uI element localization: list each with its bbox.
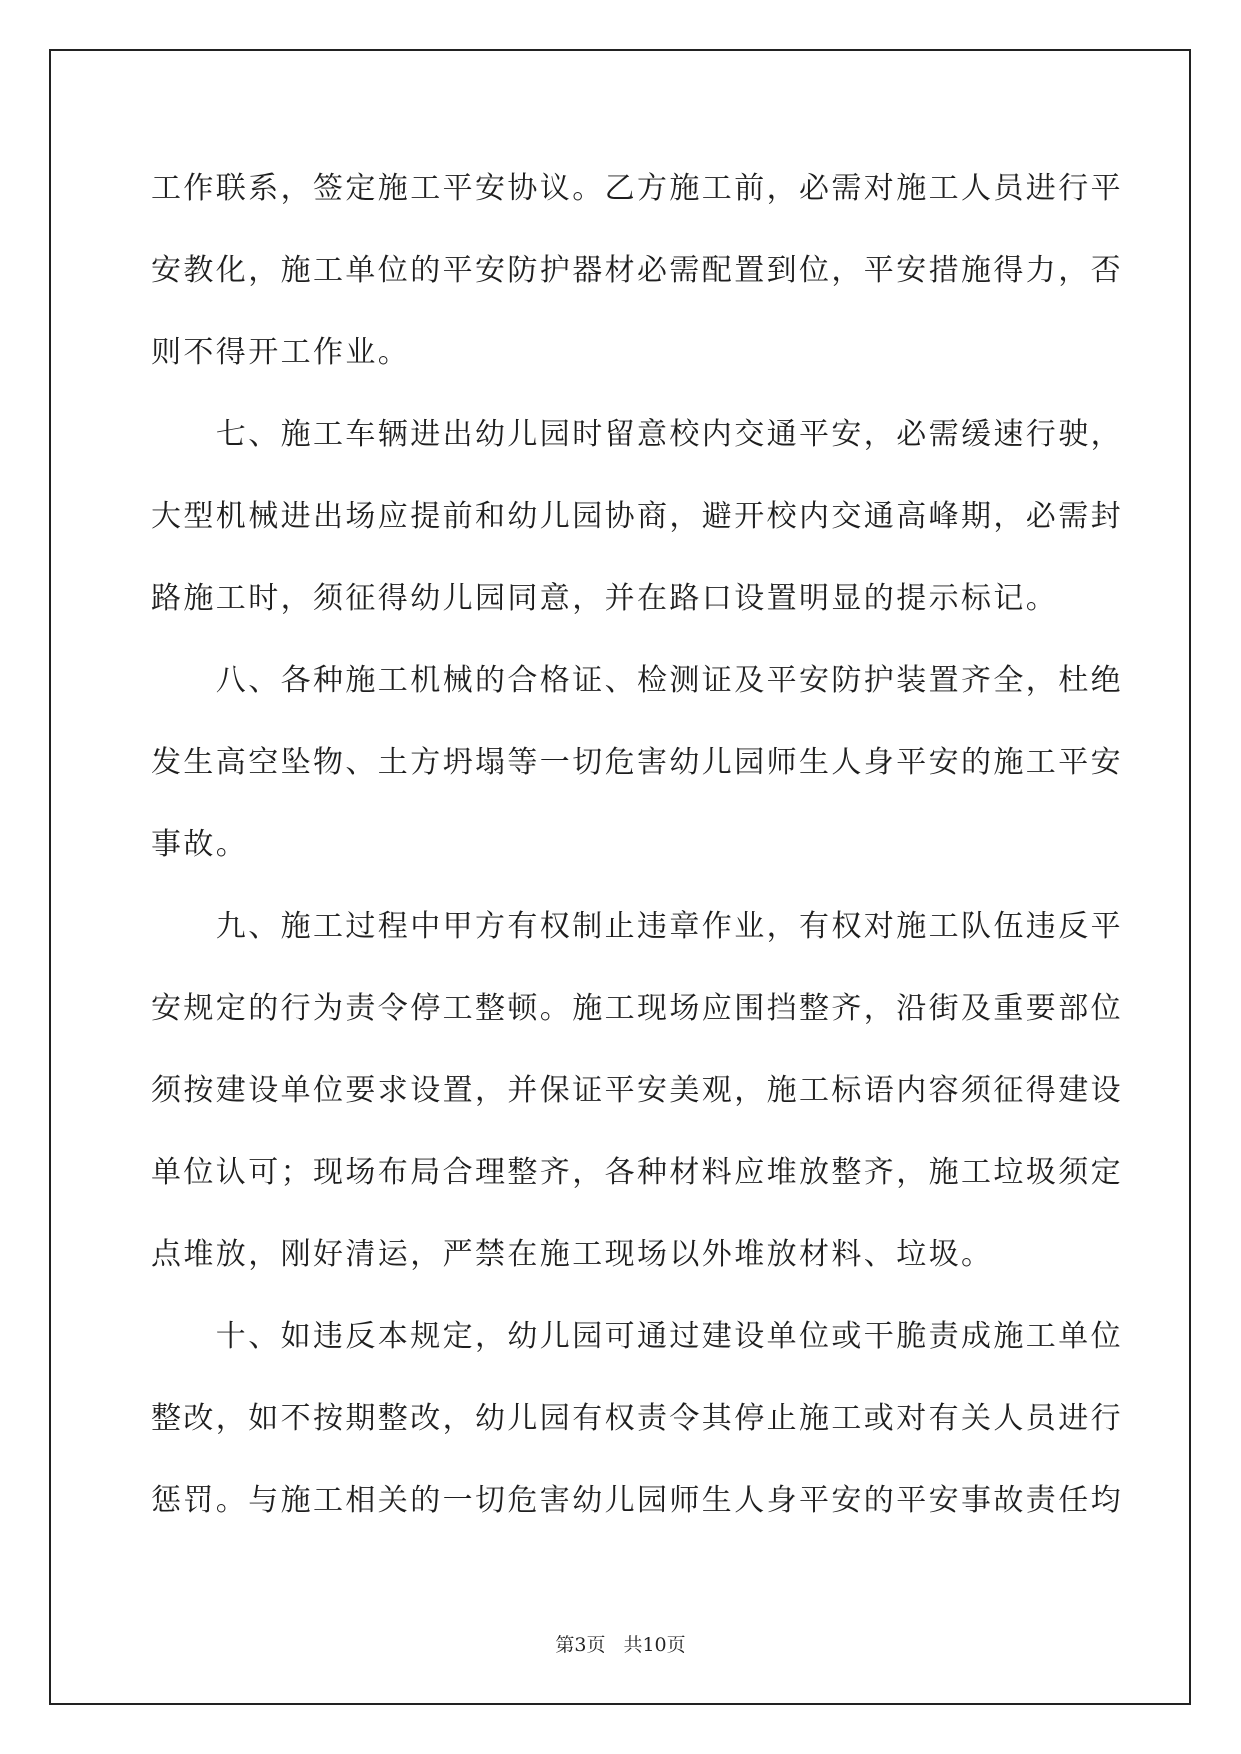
paragraph-eight-start: 八、各种施工机械的合格证、检测证及平安防护装置齐全，杜绝 [151,663,1123,698]
text-line: 惩罚。与施工相关的一切危害幼儿园师生人身平安的平安事故责任均 [151,1483,1123,1518]
text-line: 则不得开工作业。 [151,335,411,370]
paragraph-nine-start: 九、施工过程中甲方有权制止违章作业，有权对施工队伍违反平 [151,909,1123,944]
text-line: 事故。 [151,827,249,862]
text-line: 安教化，施工单位的平安防护器材必需配置到位，平安措施得力，否 [151,253,1123,288]
text-line: 工作联系，签定施工平安协议。乙方施工前，必需对施工人员进行平 [151,171,1123,206]
page-footer [0,1630,1241,1657]
text-line: 整改，如不按期整改，幼儿园有权责令其停止施工或对有关人员进行 [151,1401,1123,1436]
text-line: 安规定的行为责令停工整顿。施工现场应围挡整齐，沿街及重要部位 [151,991,1123,1026]
text-line: 须按建设单位要求设置，并保证平安美观，施工标语内容须征得建设 [151,1073,1123,1108]
paragraph-seven-start: 七、施工车辆进出幼儿园时留意校内交通平安，必需缓速行驶， [151,417,1123,452]
text-line: 单位认可；现场布局合理整齐，各种材料应堆放整齐，施工垃圾须定 [151,1155,1123,1190]
text-line: 路施工时，须征得幼儿园同意，并在路口设置明显的提示标记。 [151,581,1059,616]
paragraph-ten-start: 十、如违反本规定，幼儿园可通过建设单位或干脆责成施工单位 [151,1319,1123,1354]
page-border [49,49,1191,1705]
page-number: 第3页 [555,1634,606,1656]
total-pages: 共10页 [623,1634,686,1656]
text-line: 发生高空坠物、土方坍塌等一切危害幼儿园师生人身平安的施工平安 [151,745,1123,780]
text-line: 点堆放，刚好清运，严禁在施工现场以外堆放材料、垃圾。 [151,1237,994,1272]
text-line: 大型机械进出场应提前和幼儿园协商，避开校内交通高峰期，必需封 [151,499,1123,534]
